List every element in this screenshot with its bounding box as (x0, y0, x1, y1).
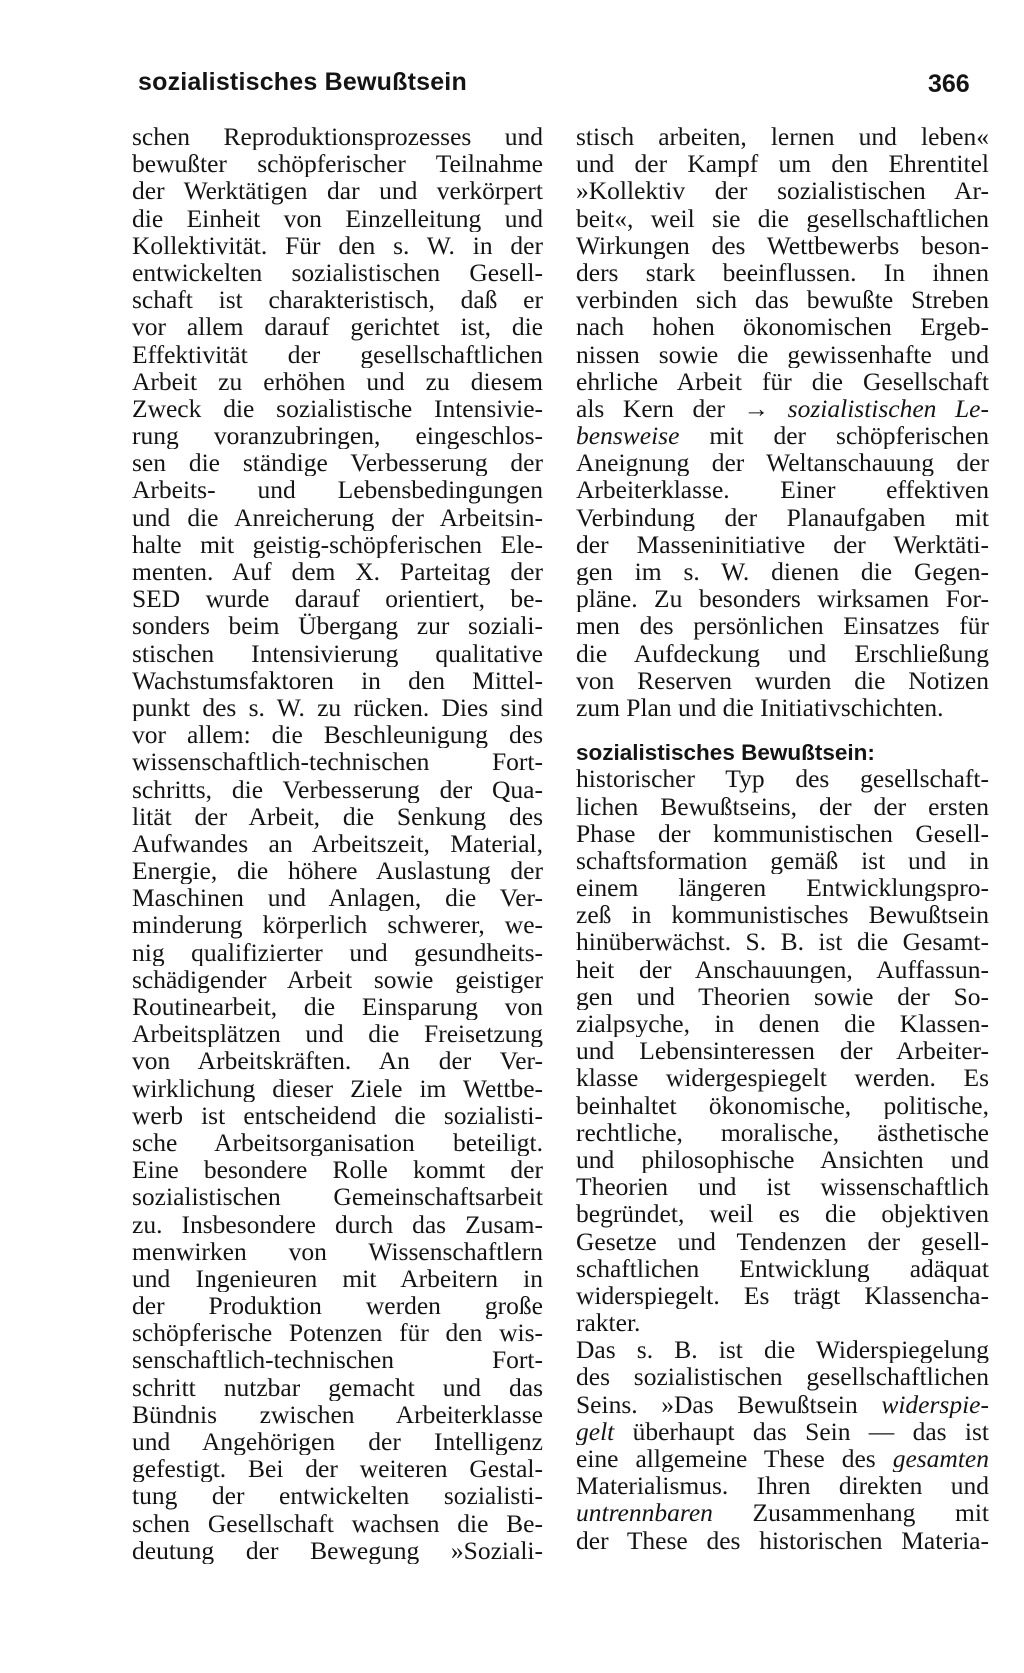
text-line: wissenschaftlich-technischen Fort- (132, 748, 543, 776)
dictionary-entry (576, 738, 989, 1554)
text-line: Wirkungen des Wettbewerbs beson- (576, 231, 989, 259)
left-column (132, 123, 543, 1564)
text-line: Seins. »Das Bewußtsein widerspie- (576, 1390, 989, 1418)
text-line: verbinden sich das bewußte Streben (576, 286, 989, 314)
text-line: Arbeitsplätzen und die Freisetzung (132, 1020, 543, 1048)
cross-reference-arrow-icon: → (743, 394, 770, 423)
text-line: stischen Intensivierung qualitative (132, 639, 543, 667)
text-line: widerspiegelt. Es trägt Klassencha- (576, 1281, 989, 1310)
page-header (0, 60, 1024, 110)
text-line: stisch arbeiten, lernen und leben« (576, 123, 989, 151)
text-line: von Arbeitskräften. An der Ver- (132, 1047, 543, 1075)
text-line: vor allem: die Beschleunigung des (132, 721, 543, 749)
text-line: sonders beim Übergang zur soziali- (132, 612, 543, 640)
text-line: und Angehörigen der Intelligenz (132, 1428, 543, 1456)
entry-headword-line (576, 738, 989, 765)
text-line: »Kollektiv der sozialistischen Ar- (576, 177, 989, 205)
text-line: bensweise mit der schöpferischen (576, 422, 989, 450)
text-line: wirklichung dieser Ziele im Wettbe- (132, 1074, 543, 1102)
text-line: sen die ständige Verbesserung der (132, 449, 543, 477)
text-line: vor allem darauf gerichtet ist, die (132, 313, 543, 341)
text-line: gen im s. W. dienen die Gegen- (576, 558, 989, 586)
text-line: schen Gesellschaft wachsen die Be- (132, 1509, 543, 1537)
text-line: nach hohen ökonomischen Ergeb- (576, 313, 989, 341)
text-line: beit«, weil sie die gesellschaftlichen (576, 204, 989, 232)
text-line: menwirken von Wissenschaftlern (132, 1237, 543, 1265)
text-line: Verbindung der Planaufgaben mit (576, 503, 989, 531)
text-line: Aneignung der Weltanschauung der (576, 449, 989, 477)
text-line: Arbeiterklasse. Einer effektiven (576, 476, 989, 504)
text-line: historischer Typ des gesellschaft- (576, 765, 989, 793)
text-line: punkt des s. W. zu rücken. Dies sind (132, 693, 543, 722)
text-line: tung der entwickelten sozialisti- (132, 1482, 543, 1510)
text-line: schaftlichen Entwicklung adäquat (576, 1254, 989, 1282)
text-line: einem längeren Entwicklungspro- (576, 874, 989, 902)
text-line: lichen Bewußtseins, der der ersten (576, 792, 989, 820)
text-line: Bündnis zwischen Arbeiterklasse (132, 1400, 543, 1428)
text-line: ders stark beeinflussen. In ihnen (576, 258, 989, 287)
text-line: gelt überhaupt das Sein — das ist (576, 1417, 989, 1445)
text-line: rung voranzubringen, eingeschlos- (132, 422, 543, 450)
text-line: und die Anreicherung der Arbeitsin- (132, 503, 543, 531)
text-line: pläne. Zu besonders wirksamen For- (576, 585, 989, 613)
text-line: lität der Arbeit, die Senkung des (132, 802, 543, 830)
text-line: zum Plan und die Initiativschichten. (576, 693, 944, 722)
text-line: von Reserven wurden die Notizen (576, 666, 989, 694)
cross-reference-link[interactable]: bensweise (576, 422, 680, 450)
text-line: Wachstumsfaktoren in den Mittel- (132, 666, 543, 694)
text-line: sche Arbeitsorganisation beteiligt. (132, 1128, 543, 1157)
text-line: Maschinen und Anlagen, die Ver- (132, 884, 543, 912)
text-line: schaft ist charakteristisch, daß er (132, 286, 543, 314)
text-line: Arbeit zu erhöhen und zu diesem (132, 367, 543, 395)
text-line: schaftsformation gemäß ist und in (576, 846, 989, 875)
text-line: schädigender Arbeit sowie geistiger (132, 965, 543, 993)
text-line: Arbeits- und Lebensbedingungen (132, 476, 543, 504)
text-line: entwickelten sozialistischen Gesell- (132, 258, 543, 287)
text-line: zu. Insbesondere durch das Zusam- (132, 1210, 543, 1238)
text-line: untrennbaren Zusammenhang mit (576, 1499, 989, 1527)
page-number: 366 (928, 70, 970, 98)
text-line: halte mit geistig-schöpferischen Ele- (132, 530, 543, 558)
entry-separator (576, 721, 989, 738)
text-line: beinhaltet ökonomische, politische, (576, 1091, 989, 1119)
running-head: sozialistisches Bewußtsein (138, 68, 467, 96)
text-line: Effektivität der gesellschaftlichen (132, 340, 543, 368)
text-line: sozialistischen Gemeinschaftsarbeit (132, 1183, 543, 1211)
entry-headword: sozialistisches Bewußtsein: (576, 740, 875, 766)
text-line: und Lebensinteressen der Arbeiter- (576, 1037, 989, 1065)
text-line: die Aufdeckung und Erschließung (576, 639, 989, 667)
text-line: nig qualifizierter und gesundheits- (132, 938, 543, 966)
entry-body (576, 765, 989, 1390)
text-line: Kollektivität. Für den s. W. in der (132, 231, 543, 259)
text-line: Aufwandes an Arbeitszeit, Material, (132, 829, 543, 858)
text-line: und der Kampf um den Ehrentitel (576, 150, 989, 178)
text-line: gen und Theorien sowie der So- (576, 982, 989, 1010)
text-line: minderung körperlich schwerer, we- (132, 911, 543, 939)
text-line: Das s. B. ist die Widerspiegelung (576, 1336, 989, 1364)
text-line: rakter. (576, 1309, 641, 1337)
text-line: rechtliche, moralische, ästhetische (576, 1118, 989, 1146)
text-line: und Ingenieuren mit Arbeitern in (132, 1264, 543, 1293)
text-line: eine allgemeine These des gesamten (576, 1445, 989, 1473)
cross-reference-link[interactable]: sozialistischen Le- (787, 394, 989, 423)
text-line: men des persönlichen Einsatzes für (576, 612, 989, 640)
text-line: die Einheit von Einzelleitung und (132, 204, 543, 232)
text-line: werb ist entscheidend die sozialisti- (132, 1101, 543, 1129)
text-line: schritts, die Verbesserung der Qua- (132, 775, 543, 803)
text-line: begründet, weil es die objektiven (576, 1200, 989, 1228)
text-line: Eine besondere Rolle kommt der (132, 1156, 543, 1184)
text-line: Materialismus. Ihren direkten und (576, 1472, 989, 1500)
text-line: gefestigt. Bei der weiteren Gestal- (132, 1455, 543, 1483)
text-line: bewußter schöpferischer Teilnahme (132, 150, 543, 178)
right-column (576, 123, 989, 1554)
text-line: Phase der kommunistischen Gesell- (576, 819, 989, 847)
text-line: als Kern der → sozialistischen Le- (576, 394, 989, 423)
text-line: Zweck die sozialistische Intensivie- (132, 394, 543, 423)
text-line: deutung der Bewegung »Soziali- (132, 1536, 543, 1564)
text-line: ehrliche Arbeit für die Gesellschaft (576, 367, 989, 395)
text-line: der Produktion werden große (132, 1292, 543, 1320)
text-line: der Werktätigen dar und verkörpert (132, 177, 543, 205)
text-line: menten. Auf dem X. Parteitag der (132, 558, 543, 586)
text-line: zeß in kommunistisches Bewußtsein (576, 901, 989, 929)
text-line: SED wurde darauf orientiert, be- (132, 585, 543, 613)
right-continuation-paragraph (576, 123, 989, 395)
text-line: Theorien und ist wissenschaftlich (576, 1173, 989, 1201)
text-line: nissen sowie die gewissenhafte und (576, 340, 989, 368)
text-line: Gesetze und Tendenzen der gesell- (576, 1227, 989, 1255)
text-line: des sozialistischen gesellschaftlichen (576, 1363, 989, 1391)
text-line: schritt nutzbar gemacht und das (132, 1373, 543, 1401)
text-line: schen Reproduktionsprozesses und (132, 123, 543, 151)
text-line: zialpsyche, in denen die Klassen- (576, 1010, 989, 1038)
text-line: hinüberwächst. S. B. ist die Gesamt- (576, 928, 989, 956)
text-line: heit der Anschauungen, Auffassun- (576, 955, 989, 983)
text-line: schöpferische Potenzen für den wis- (132, 1319, 543, 1347)
text-line: und philosophische Ansichten und (576, 1145, 989, 1174)
text-line: der Masseninitiative der Werktäti- (576, 530, 989, 558)
text-line: klasse widergespiegelt werden. Es (576, 1064, 989, 1092)
text-line: Routinearbeit, die Einsparung von (132, 993, 543, 1021)
right-continuation-paragraph (576, 449, 989, 721)
text-line: Energie, die höhere Auslastung der (132, 857, 543, 885)
text-line: senschaftlich-technischen Fort- (132, 1346, 543, 1374)
text-line: der These des historischen Materia- (576, 1526, 989, 1554)
